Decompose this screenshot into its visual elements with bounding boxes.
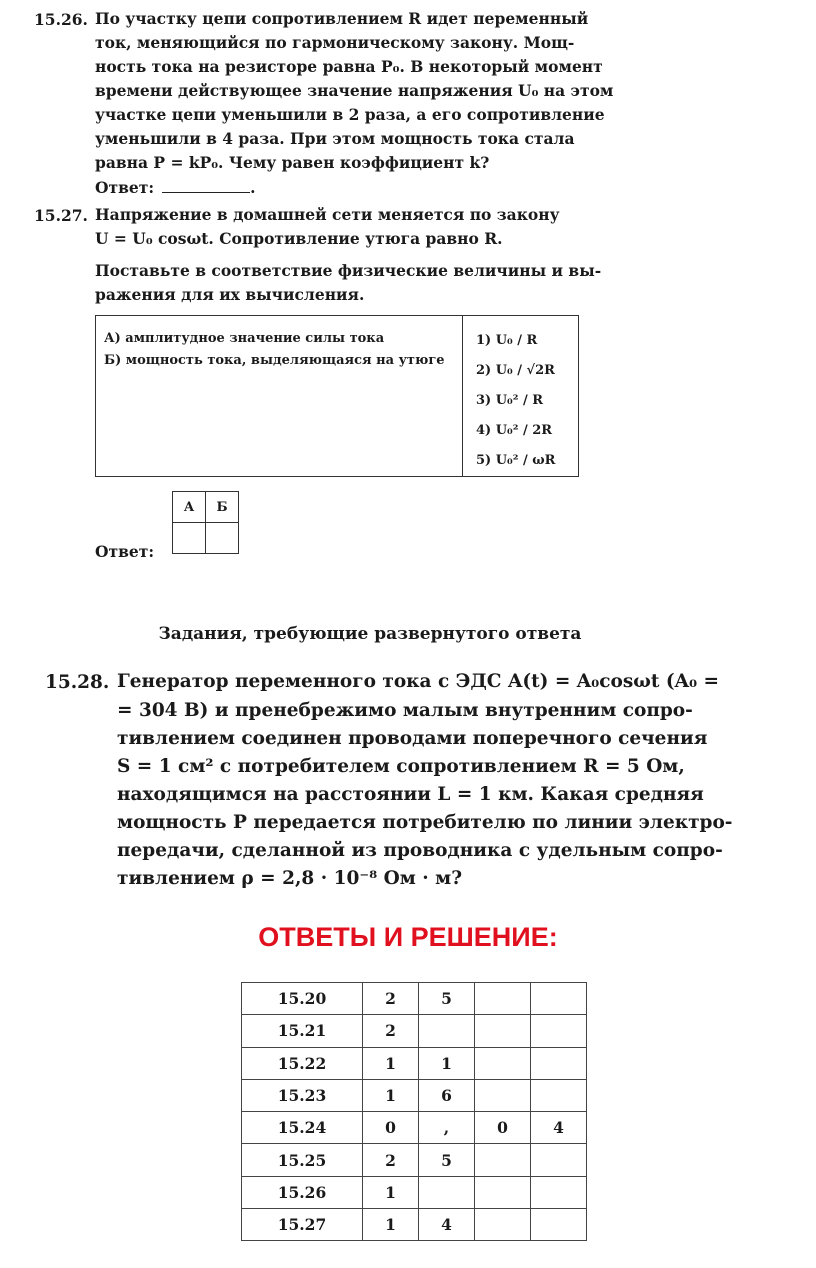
formula-option: 3) U₀² / R [476,393,544,408]
task-number: 15.24 [242,1112,363,1144]
answers-table [241,982,587,1241]
answer-cell [419,1176,475,1208]
task-number: 15.23 [242,1079,363,1111]
answer-cell: 5 [419,1144,475,1176]
text-line: участке цепи уменьшили в 2 раза, а его сопротивление [95,105,605,124]
answer-cell: 6 [419,1079,475,1111]
task-number: 15.20 [242,983,363,1015]
table-row [242,1015,587,1047]
task-number: 15.22 [242,1047,363,1079]
text-line: тивлением ρ = 2,8 · 10⁻⁸ Ом · м? [117,868,463,889]
problem-number: 15.27. [34,206,88,225]
table-row [242,1144,587,1176]
answer-label: Ответ: [95,178,155,197]
answer-cell [475,1144,531,1176]
task-number: 15.27 [242,1209,363,1241]
instruction-line: ражения для их вычисления. [95,285,365,304]
answer-cell [475,1079,531,1111]
answer-cell: 0 [475,1112,531,1144]
answer-cell: 2 [363,1015,419,1047]
text-line: = 304 В) и пренебрежимо малым внутренним сопро- [117,700,693,721]
table-row [242,1079,587,1111]
answer-cell: 1 [363,1209,419,1241]
table-row [242,1047,587,1079]
text-line: Напряжение в домашней сети меняется по закону [95,205,560,224]
table-row [242,983,587,1015]
table-row [242,1209,587,1241]
formula-option: 5) U₀² / ωR [476,453,556,468]
section-heading: Задания, требующие развернутого ответа [158,624,582,644]
text-line: S = 1 см² с потребителем сопротивлением R = 5 Ом, [117,756,685,777]
matching-table [95,315,579,477]
column-divider [462,316,463,476]
formula-option: 2) U₀ / √2R [476,363,555,378]
answer-row: Ответ: . [95,178,256,197]
answer-cell [531,1209,587,1241]
answer-cell [419,1015,475,1047]
answer-cell [531,1015,587,1047]
answer-cell: , [419,1112,475,1144]
grid-cell-b[interactable] [206,523,239,554]
text-line: уменьшили в 4 раза. При этом мощность тока стала [95,129,575,148]
answer-cell: 2 [363,1144,419,1176]
answer-cell: 5 [419,983,475,1015]
answer-cell [531,983,587,1015]
table-row [242,1112,587,1144]
task-number: 15.21 [242,1015,363,1047]
answer-cell [531,1144,587,1176]
problem-number: 15.26. [34,10,88,29]
answer-cell: 2 [363,983,419,1015]
text-line: равна P = kP₀. Чему равен коэффициент k? [95,153,490,172]
formulas-column [476,326,555,476]
text-line: времени действующее значение напряжения U₀ на этом [95,81,614,100]
text-line: ток, меняющийся по гармоническому закону. Мощ- [95,33,575,52]
text-line: По участку цепи сопротивлением R идет переменный [95,9,589,28]
grid-header-a: А [173,492,206,523]
answer-cell: 1 [363,1047,419,1079]
quantity-item: Б) мощность тока, выделяющаяся на утюге [104,353,445,368]
formula-option: 1) U₀ / R [476,333,538,348]
answer-cell: 4 [419,1209,475,1241]
answer-cell: 1 [363,1079,419,1111]
text-line: находящимся на расстоянии L = 1 км. Какая средняя [117,784,704,805]
task-number: 15.26 [242,1176,363,1208]
answer-cell [531,1176,587,1208]
text-line: мощность P передается потребителю по линии электро- [117,812,733,833]
answer-cell: 0 [363,1112,419,1144]
answer-cell: 1 [419,1047,475,1079]
answer-cell: 4 [531,1112,587,1144]
answer-grid [172,491,239,554]
answer-cell [475,1176,531,1208]
answer-label: Ответ: [95,542,155,561]
text-line: передачи, сделанной из проводника с удельным сопро- [117,840,723,861]
answer-cell [531,1079,587,1111]
formula-option: 4) U₀² / 2R [476,423,553,438]
answer-blank[interactable] [162,178,250,193]
text-line: Генератор переменного тока с ЭДС A(t) = A₀cosωt (A₀ = [117,671,719,692]
answer-cell [475,983,531,1015]
table-row [242,1176,587,1208]
answers-title: ОТВЕТЫ И РЕШЕНИЕ: [258,922,558,952]
answer-cell [475,1047,531,1079]
text-line: U = U₀ cosωt. Сопротивление утюга равно R. [95,229,503,248]
grid-cell-a[interactable] [173,523,206,554]
problem-number: 15.28. [45,672,110,693]
answer-cell [475,1015,531,1047]
grid-header-b: Б [206,492,239,523]
instruction-line: Поставьте в соответствие физические величины и вы- [95,261,602,280]
answer-cell: 1 [363,1176,419,1208]
quantity-item: А) амплитудное значение силы тока [104,331,385,346]
answer-cell [531,1047,587,1079]
text-line: ность тока на резисторе равна P₀. В некоторый момент [95,57,603,76]
text-line: тивлением соединен проводами поперечного сечения [117,728,708,749]
quantities-column [104,328,445,372]
task-number: 15.25 [242,1144,363,1176]
answer-cell [475,1209,531,1241]
